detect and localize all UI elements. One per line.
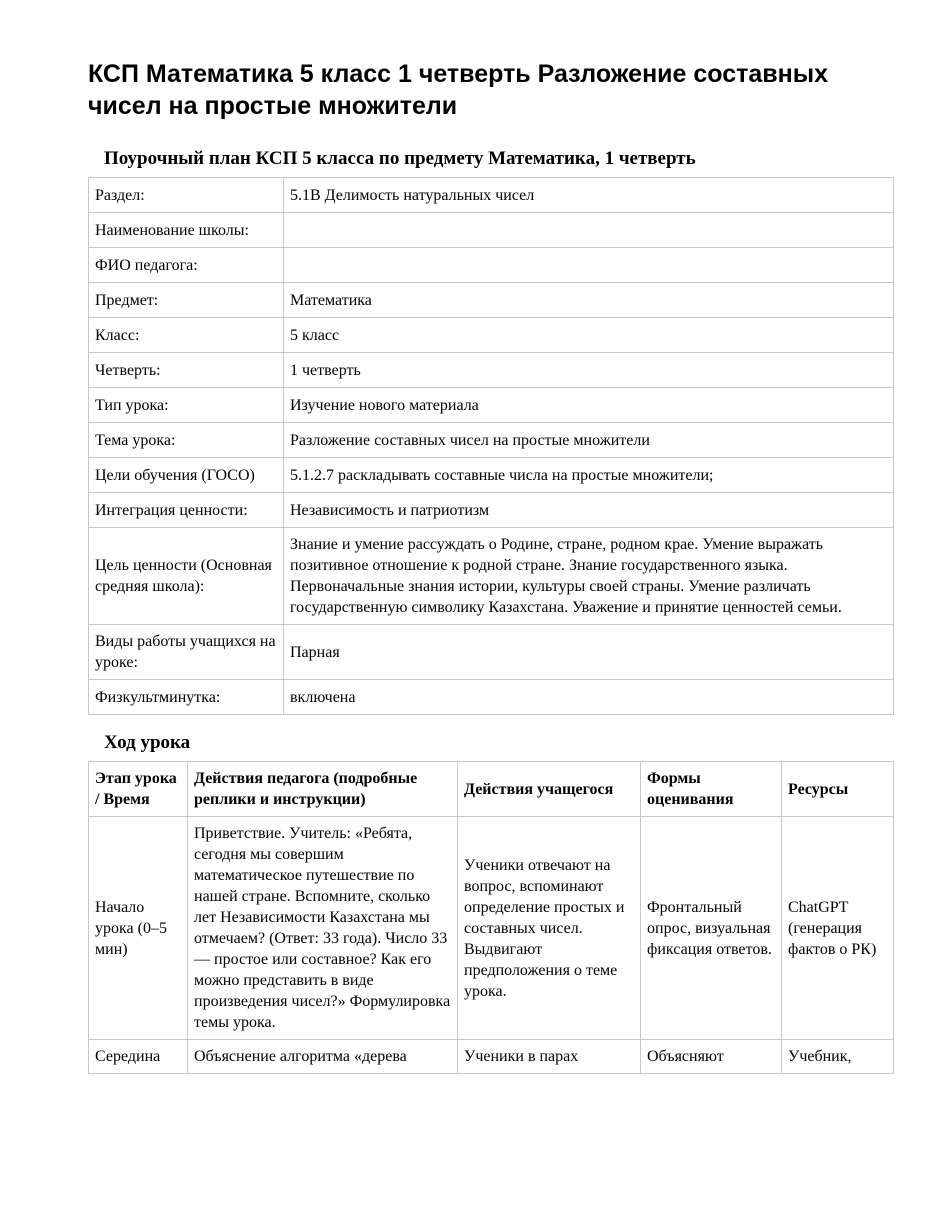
teacher-actions-cell: Объяснение алгоритма «дерева (188, 1040, 458, 1074)
info-value: Знание и умение рассуждать о Родине, стране, родном крае. Умение выражать позитивное отношение к родной стране. Знание государственного языка. Первоначальные знания истории, культуры своей страны. Умение различать государственную символику Казахстана. Уважение и принятие ценностей семьи. (284, 528, 894, 625)
student-actions-cell: Ученики отвечают на вопрос, вспоминают определение простых и составных чисел. Выдвигают предположения о теме урока. (458, 817, 641, 1040)
table-row (89, 423, 894, 458)
column-header: Формы оценивания (641, 762, 782, 817)
column-header: Действия учащегося (458, 762, 641, 817)
plan-heading: Поурочный план КСП 5 класса по предмету Математика, 1 четверть (104, 148, 696, 169)
table-row (89, 458, 894, 493)
table-row (89, 817, 894, 1040)
lesson-table (88, 761, 894, 1074)
teacher-actions-cell: Приветствие. Учитель: «Ребята, сегодня мы совершим математическое путешествие по нашей стране. Вспомните, сколько лет Независимости Казахстана мы отмечаем? (Ответ: 33 года). Число 33 — простое или составное? Как его можно представить в виде произведения чисел?» Формулировка темы урока. (188, 817, 458, 1040)
info-label: Раздел: (89, 178, 284, 213)
info-value (284, 213, 894, 248)
info-label: Тема урока: (89, 423, 284, 458)
info-label: Цели обучения (ГОСО) (89, 458, 284, 493)
info-value: 5 класс (284, 318, 894, 353)
table-row (89, 283, 894, 318)
assessment-cell: Объясняют (641, 1040, 782, 1074)
student-actions-cell: Ученики в парах (458, 1040, 641, 1074)
info-label: Физкультминутка: (89, 680, 284, 715)
column-header: Этап урока / Время (89, 762, 188, 817)
info-label: Класс: (89, 318, 284, 353)
table-row (89, 318, 894, 353)
table-row (89, 625, 894, 680)
table-row (89, 493, 894, 528)
info-label: Тип урока: (89, 388, 284, 423)
table-row (89, 1040, 894, 1074)
document-title: КСП Математика 5 класс 1 четверть Разложение составных чисел на простые множители (88, 60, 829, 120)
assessment-cell: Фронтальный опрос, визуальная фиксация ответов. (641, 817, 782, 1040)
table-row (89, 353, 894, 388)
resources-cell: ChatGPT (генерация фактов о РК) (782, 817, 894, 1040)
info-value: Математика (284, 283, 894, 318)
info-label: Цель ценности (Основная средняя школа): (89, 528, 284, 625)
info-value (284, 248, 894, 283)
plan-info-table (88, 177, 894, 715)
info-label: Виды работы учащихся на уроке: (89, 625, 284, 680)
info-label: Наименование школы: (89, 213, 284, 248)
table-row (89, 213, 894, 248)
info-label: ФИО педагога: (89, 248, 284, 283)
info-label: Четверть: (89, 353, 284, 388)
info-value: Парная (284, 625, 894, 680)
info-value: включена (284, 680, 894, 715)
table-row (89, 680, 894, 715)
info-label: Предмет: (89, 283, 284, 318)
table-row (89, 248, 894, 283)
table-row (89, 178, 894, 213)
info-label: Интеграция ценности: (89, 493, 284, 528)
info-value: Изучение нового материала (284, 388, 894, 423)
table-header-row (89, 762, 894, 817)
info-value: 1 четверть (284, 353, 894, 388)
column-header: Ресурсы (782, 762, 894, 817)
column-header: Действия педагога (подробные реплики и инструкции) (188, 762, 458, 817)
table-row (89, 388, 894, 423)
stage-cell: Середина (89, 1040, 188, 1074)
info-value: 5.1.2.7 раскладывать составные числа на простые множители; (284, 458, 894, 493)
lesson-heading: Ход урока (104, 732, 191, 753)
table-row (89, 528, 894, 625)
resources-cell: Учебник, (782, 1040, 894, 1074)
document-page (88, 58, 893, 1074)
info-value: Независимость и патриотизм (284, 493, 894, 528)
stage-cell: Начало урока (0–5 мин) (89, 817, 188, 1040)
info-value: Разложение составных чисел на простые множители (284, 423, 894, 458)
info-value: 5.1В Делимость натуральных чисел (284, 178, 894, 213)
